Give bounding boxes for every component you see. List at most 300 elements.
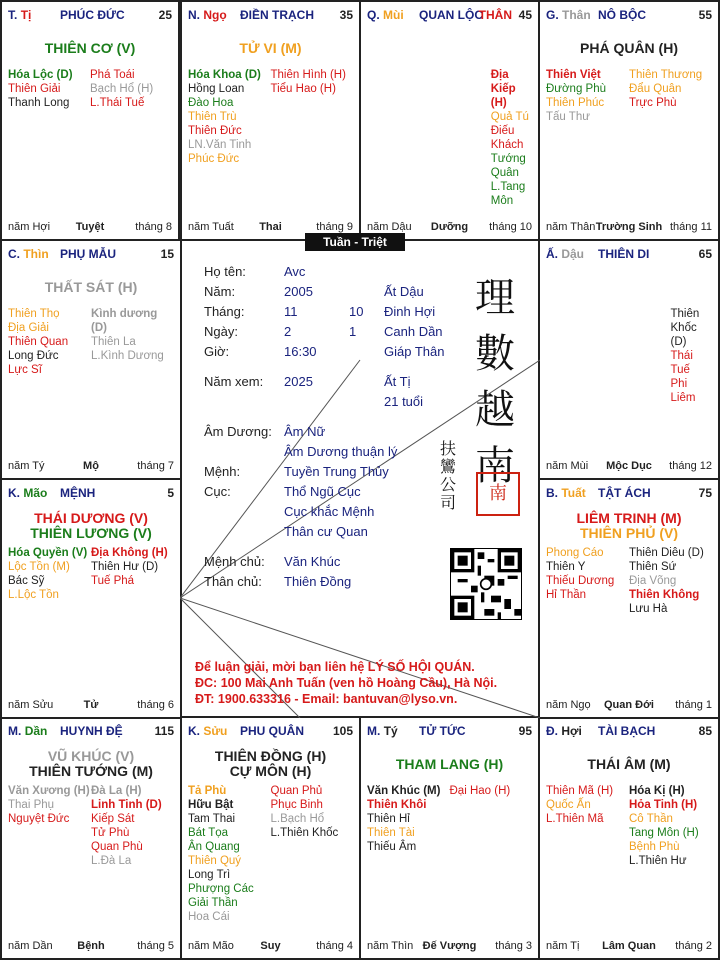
minor-star: Hữu Bật: [188, 799, 234, 811]
major-star: THIÊN LƯƠNG (V): [30, 525, 152, 541]
minor-star: Lưu Hà: [629, 603, 668, 615]
branch-prefix: B.: [546, 486, 558, 500]
minor-star: Thiên Diêu (D): [629, 547, 704, 559]
minor-star: LN.Văn Tinh: [188, 139, 252, 151]
palace-name: PHÚC ĐỨC: [60, 8, 125, 22]
menh-value: Tuyền Trung Thủy: [284, 464, 389, 479]
age-value: 21 tuổi: [384, 394, 424, 409]
year-can: Ất Dậu: [384, 284, 424, 299]
branch-prefix: C.: [8, 247, 20, 261]
palace-cell-mui[interactable]: [359, 0, 540, 241]
name-label: Họ tên:: [204, 264, 246, 279]
palace-footer: [546, 221, 712, 235]
hour-can: Giáp Thân: [384, 344, 445, 359]
footer-year: năm Thìn: [367, 940, 414, 952]
palace-cell-hoi[interactable]: [538, 716, 720, 960]
minor-star: Hóa Quyền (V): [8, 547, 88, 559]
footer-year: năm Mùi: [546, 460, 589, 472]
stars-column-right: [671, 307, 713, 405]
stars-column-left: [188, 68, 271, 166]
stars-column-right: [91, 784, 174, 868]
palace-cell-thin[interactable]: [0, 239, 182, 480]
branch-name: Hợi: [561, 724, 582, 738]
amduong-note: Âm Dương thuận lý: [284, 444, 398, 459]
palace-name: TỬ TỨC: [419, 724, 466, 738]
minor-star: Cô Thần: [629, 813, 673, 825]
palace-branch: [8, 486, 47, 500]
palace-footer: [8, 940, 174, 954]
footer-stage: Trường Sinh: [595, 221, 663, 233]
palace-branch: [188, 8, 227, 22]
palace-cell-mao[interactable]: [0, 478, 182, 719]
footer-year: năm Tị: [546, 940, 580, 952]
major-star: TỬ VI (M): [239, 40, 302, 56]
footer-month: tháng 3: [495, 940, 532, 952]
stars-column-left: [8, 546, 91, 602]
major-star: THAM LANG (H): [395, 756, 504, 772]
amduong-value: Âm Nữ: [284, 424, 326, 439]
minor-star: Thiên Trù: [188, 111, 237, 123]
palace-footer: [188, 940, 353, 954]
stars-column-right: [629, 68, 712, 124]
minor-stars: [8, 307, 174, 377]
palace-cell-than[interactable]: [538, 0, 720, 241]
minor-star: Phục Binh: [270, 799, 323, 811]
palace-number: 35: [339, 8, 353, 22]
footer-stage: Thai: [259, 221, 282, 233]
minor-stars: [546, 546, 712, 616]
minor-star: Thiên Sứ: [629, 561, 677, 573]
palace-branch: [367, 8, 404, 22]
major-star: VŨ KHÚC (V): [47, 748, 135, 764]
stars-column-right: [271, 784, 354, 924]
footer-stage: Đế Vượng: [422, 940, 477, 952]
minor-star: Long Trì: [188, 869, 231, 881]
palace-footer: [8, 699, 174, 713]
minor-star: Thái Tuế: [670, 350, 693, 376]
seal-small-char: 扶: [440, 439, 457, 458]
minor-star: Lộc Tồn (M): [8, 561, 70, 573]
palace-number: 5: [167, 486, 174, 500]
minor-star: Đào Hoa: [188, 97, 234, 109]
hour-label: Giờ:: [204, 344, 230, 359]
seal-char: 南: [475, 443, 515, 489]
minor-star: Địa Giải: [8, 322, 49, 334]
amduong-label: Âm Dương:: [204, 424, 272, 439]
seal-char: 數: [475, 331, 515, 377]
footer-month: tháng 9: [316, 221, 353, 233]
footer-year: năm Hợi: [8, 221, 51, 233]
minor-star: Thiên Việt: [546, 69, 601, 81]
palace-footer: [8, 221, 172, 235]
minor-star: Thiên Thương: [629, 69, 703, 81]
day-lunar: 1: [349, 324, 357, 339]
major-star: THẤT SÁT (H): [44, 279, 138, 295]
stars-column-right: [91, 546, 174, 602]
minor-star: Thiếu Âm: [367, 841, 417, 853]
day-label: Ngày:: [204, 324, 238, 339]
minor-star: Kiếp Sát: [91, 813, 135, 825]
minor-star: Bác Sỹ: [8, 575, 45, 587]
contact-line-1: Để luận giải, mời bạn liên hệ LÝ SỐ HỘI QUÁN.: [195, 660, 475, 674]
minor-star: Thiên La: [91, 336, 136, 348]
minor-star: Quốc Ấn: [546, 799, 591, 811]
footer-stage: Tuyệt: [75, 221, 105, 233]
cuc-value: Thổ Ngũ Cục: [284, 484, 361, 499]
minor-star: Bệnh Phù: [629, 841, 680, 853]
minor-star: Phong Cáo: [546, 547, 604, 559]
minor-star: Phi Liêm: [670, 378, 696, 404]
footer-stage: Suy: [260, 940, 281, 952]
palace-branch: [8, 247, 49, 261]
month-can: Đinh Hợi: [384, 304, 436, 319]
branch-name: Tý: [383, 724, 398, 738]
branch-name: Dậu: [561, 247, 585, 261]
stars-column-left: [8, 307, 91, 377]
thanchu-value: Thiên Đồng: [284, 574, 352, 589]
palace-number: 105: [332, 724, 353, 738]
minor-star: Thiên Khôi: [367, 799, 427, 811]
minor-star: Tử Phù: [91, 827, 130, 839]
footer-year: năm Thân: [546, 221, 596, 233]
cuc-note: Cục khắc Mệnh: [284, 504, 375, 519]
palace-branch: [546, 247, 584, 261]
minor-star: Thai Phụ: [8, 799, 55, 811]
palace-number: 115: [154, 724, 174, 738]
major-star: LIÊM TRINH (M): [576, 510, 682, 526]
seal-small-char: 公: [440, 475, 457, 494]
minor-stars: [367, 784, 532, 854]
minor-star: Tang Môn (H): [629, 827, 699, 839]
minor-star: L.Thiên Khốc: [270, 827, 339, 839]
palace-cell-ty[interactable]: [359, 716, 540, 960]
stars-column-right: [91, 307, 174, 377]
minor-star: Hỏa Tinh (H): [629, 799, 698, 811]
minor-star: Long Đức: [8, 350, 59, 362]
minor-star: Quan Phủ: [270, 785, 323, 797]
minor-star: Thiên Hỉ: [367, 813, 410, 825]
minor-stars: [188, 784, 353, 924]
footer-year: năm Ngọ: [546, 699, 591, 711]
footer-month: tháng 10: [489, 221, 532, 233]
branch-prefix: M.: [8, 724, 22, 738]
branch-name: Mùi: [383, 8, 404, 22]
palace-footer: [546, 460, 712, 474]
minor-star: Đại Hao (H): [449, 785, 511, 797]
minor-star: Đà La (H): [91, 785, 142, 797]
view-year-can: Ất Tị: [384, 374, 411, 389]
branch-name: Sửu: [203, 724, 228, 738]
minor-stars: [188, 68, 353, 166]
branch-prefix: T.: [8, 8, 18, 22]
minor-star: L.Kình Dương: [91, 350, 164, 362]
minor-star: L.Lộc Tồn: [8, 589, 59, 601]
minor-stars: [546, 68, 712, 124]
seal-small-char: 司: [440, 493, 457, 512]
footer-stage: Bệnh: [77, 940, 105, 952]
palace-name: MỆNH: [60, 486, 96, 500]
footer-month: tháng 7: [137, 460, 174, 472]
minor-star: Đường Phù: [546, 83, 606, 95]
tuan-triet-label: Tuần - Triệt: [305, 233, 405, 251]
seal-small-char: 鸞: [440, 457, 457, 476]
minor-star: Thanh Long: [8, 97, 70, 109]
thanchu-label: Thân chủ:: [204, 574, 262, 589]
stars-column-left: [367, 784, 450, 854]
footer-year: năm Dần: [8, 940, 53, 952]
stars-column-right: [271, 68, 354, 166]
minor-star: Thiên Thọ: [8, 308, 60, 320]
stars-column-right: [629, 546, 712, 616]
month-label: Tháng:: [204, 304, 245, 319]
minor-star: Lực Sĩ: [8, 364, 42, 376]
minor-star: Thiên Mã (H): [546, 785, 614, 797]
than-cu-note: Thân cư Quan: [284, 524, 368, 539]
palace-number: 95: [518, 724, 532, 738]
minor-star: Thiên Quý: [188, 855, 242, 867]
minor-star: Ân Quang: [188, 841, 240, 853]
seal-calligraphy: [470, 270, 520, 494]
minor-star: Văn Khúc (M): [367, 785, 441, 797]
branch-name: Thìn: [23, 247, 49, 261]
major-star: THIÊN PHỦ (V): [580, 525, 678, 541]
branch-prefix: K.: [8, 486, 20, 500]
branch-name: Mão: [23, 486, 48, 500]
minor-star: Thiên Quan: [8, 336, 69, 348]
minor-star: Quả Tú: [490, 111, 529, 123]
menh-label: Mệnh:: [204, 464, 241, 479]
stars-column-right: [629, 784, 712, 868]
minor-star: Nguyệt Đức: [8, 813, 70, 825]
major-star: THÁI DƯƠNG (V): [34, 510, 148, 526]
stars-column-left: [546, 784, 629, 868]
footer-stage: Tử: [83, 699, 99, 711]
menhchu-value: Văn Khúc: [284, 554, 341, 569]
major-star: THIÊN ĐỒNG (H): [214, 748, 327, 764]
branch-prefix: K.: [188, 724, 200, 738]
minor-star: Địa Không (H): [91, 547, 168, 559]
minor-star: Tả Phù: [188, 785, 227, 797]
minor-star: Hóa Kị (H): [629, 785, 685, 797]
palace-number: 65: [698, 247, 712, 261]
palace-name: TẬT ÁCH: [598, 486, 651, 500]
palace-name: QUAN LỘC: [419, 8, 483, 22]
branch-prefix: Đ.: [546, 724, 558, 738]
palace-number: 75: [698, 486, 712, 500]
cuc-label: Cục:: [204, 484, 231, 499]
footer-stage: Mộc Dục: [606, 460, 652, 472]
seal-char: 越: [475, 387, 515, 433]
major-star: CỰ MÔN (H): [229, 763, 312, 779]
palace-cell-dan[interactable]: [0, 716, 182, 960]
name-value: Avc: [284, 264, 306, 279]
view-year-value: 2025: [284, 374, 313, 389]
minor-star: Thiên Phúc: [546, 97, 605, 109]
palace-branch: [546, 8, 591, 22]
minor-star: Hỉ Thần: [546, 589, 587, 601]
minor-star: L.Thái Tuế: [90, 97, 145, 109]
stars-column-left: [546, 68, 629, 124]
minor-star: Bạch Hổ (H): [90, 83, 154, 95]
minor-star: Phúc Đức: [188, 153, 240, 165]
branch-prefix: Ấ.: [546, 247, 558, 261]
palace-number: 55: [698, 8, 712, 22]
palace-number: 25: [158, 8, 172, 22]
minor-star: Hóa Lộc (D): [8, 69, 73, 81]
palace-footer: [546, 699, 712, 713]
branch-name: Tuất: [561, 486, 586, 500]
palace-cell-tuat[interactable]: [538, 478, 720, 719]
minor-stars: [8, 68, 172, 110]
palace-name: HUYNH ĐỆ: [60, 724, 123, 738]
palace-cell-suu[interactable]: [180, 716, 361, 960]
minor-star: Tiểu Hao (H): [270, 83, 336, 95]
minor-star: L.Đà La: [91, 855, 132, 867]
menhchu-label: Mệnh chủ:: [204, 554, 265, 569]
footer-month: tháng 8: [135, 221, 172, 233]
minor-star: Hoa Cái: [188, 911, 230, 923]
month-value: 11: [284, 304, 298, 319]
palace-branch: [367, 724, 398, 738]
day-value: 2: [284, 324, 292, 339]
contact-line-2: ĐC: 100 Mai Anh Tuấn (ven hồ Hoàng Cầu), Hà Nội.: [195, 676, 498, 690]
minor-stars: [546, 307, 712, 405]
footer-stage: Lâm Quan: [602, 940, 656, 952]
hour-value: 16:30: [284, 344, 317, 359]
stars-column-right: [491, 68, 532, 208]
year-label: Năm:: [204, 284, 236, 299]
qr-code[interactable]: [450, 548, 522, 620]
minor-star: Thiên Đức: [188, 125, 242, 137]
palace-number: 85: [698, 724, 712, 738]
minor-star: Thiên Tài: [367, 827, 415, 839]
footer-year: năm Dậu: [367, 221, 412, 233]
stars-column-left: [546, 546, 629, 616]
branch-prefix: Q.: [367, 8, 380, 22]
minor-star: Tướng Quân: [490, 153, 526, 179]
minor-stars: [8, 784, 174, 868]
minor-star: Quan Phù: [91, 841, 143, 853]
minor-star: Văn Xương (H): [8, 785, 90, 797]
minor-star: Kình dương (D): [91, 308, 158, 334]
palace-name: ĐIỀN TRẠCH: [240, 8, 314, 22]
major-star: THIÊN CƠ (V): [44, 40, 136, 56]
footer-month: tháng 5: [137, 940, 174, 952]
branch-prefix: M.: [367, 724, 381, 738]
footer-month: tháng 6: [137, 699, 174, 711]
minor-star: Trực Phù: [629, 97, 677, 109]
stars-column-right: [450, 784, 533, 854]
minor-star: Thiên Y: [546, 561, 586, 573]
footer-month: tháng 11: [669, 221, 712, 233]
seal-small-text: [440, 440, 460, 512]
major-star: THÁI ÂM (M): [587, 756, 671, 772]
minor-star: L.Thiên Mã: [546, 813, 604, 825]
minor-star: Thiên Không: [629, 589, 700, 601]
branch-prefix: N.: [188, 8, 200, 22]
palace-branch: [188, 724, 227, 738]
minor-star: Thiên Hình (H): [270, 69, 346, 81]
minor-star: Tấu Thư: [546, 111, 590, 123]
footer-stage: Dưỡng: [430, 221, 469, 233]
palace-name: NÔ BỘC: [598, 8, 646, 22]
footer-month: tháng 2: [675, 940, 712, 952]
palace-name: THIÊN DI: [598, 247, 650, 261]
stars-column-left: [546, 307, 588, 405]
branch-name: Tị: [20, 8, 32, 22]
branch-name: Ngọ: [203, 8, 227, 22]
palace-name: PHỤ MẪU: [60, 247, 116, 261]
palace-branch: [546, 486, 586, 500]
red-stamp: 南: [476, 472, 520, 516]
footer-year: năm Sửu: [8, 699, 54, 711]
stars-column-left: [8, 784, 91, 868]
year-value: 2005: [284, 284, 313, 299]
footer-month: tháng 4: [316, 940, 353, 952]
palace-cell-dau[interactable]: [538, 239, 720, 480]
footer-stage: Mộ: [83, 460, 99, 472]
minor-star: Hồng Loan: [188, 83, 245, 95]
major-star: PHÁ QUÂN (H): [580, 40, 678, 56]
minor-star: Thiên Khốc (D): [670, 308, 700, 348]
palace-footer: [546, 940, 712, 954]
minor-star: Tuế Phá: [91, 575, 135, 587]
minor-star: Đẩu Quân: [629, 83, 682, 95]
minor-star: Thiếu Dương: [546, 575, 615, 587]
minor-stars: [546, 784, 712, 868]
footer-year: năm Tuất: [188, 221, 234, 233]
minor-star: L.Tang Môn: [490, 181, 526, 207]
footer-year: năm Mão: [188, 940, 234, 952]
minor-star: Giải Thần: [188, 897, 238, 909]
branch-name: Dần: [24, 724, 48, 738]
palace-name: PHU QUÂN: [240, 724, 305, 738]
minor-star: Hóa Khoa (D): [188, 69, 261, 81]
branch-prefix: G.: [546, 8, 559, 22]
stars-column-left: [8, 68, 90, 110]
minor-star: Điếu Khách: [490, 125, 524, 151]
major-star: THIÊN TƯỚNG (M): [29, 763, 153, 779]
branch-name: Thân: [562, 8, 591, 22]
minor-stars: [8, 546, 174, 602]
footer-month: tháng 12: [669, 460, 712, 472]
palace-branch: [8, 8, 31, 22]
palace-footer: [8, 460, 174, 474]
stars-column-left: [188, 784, 271, 924]
minor-star: Tam Thai: [188, 813, 236, 825]
minor-star: Phá Toái: [90, 69, 135, 81]
footer-year: năm Tý: [8, 460, 45, 472]
minor-star: Thiên Hư (D): [91, 561, 159, 573]
minor-star: Thiên Giải: [8, 83, 61, 95]
palace-cell-ngo[interactable]: [180, 0, 361, 241]
seal-char: 理: [475, 275, 515, 321]
contact-line-3: ĐT: 1900.633316 - Email: bantuvan@lyso.vn.: [195, 692, 458, 706]
stars-column-left: [367, 68, 408, 208]
palace-branch: [8, 724, 47, 738]
day-can: Canh Dần: [384, 324, 443, 339]
minor-star: Phượng Các: [188, 883, 254, 895]
footer-month: tháng 1: [675, 699, 712, 711]
palace-footer: [367, 940, 532, 954]
minor-star: Địa Võng: [629, 575, 677, 587]
than-marker: THÂN: [478, 8, 512, 22]
month-lunar: 10: [349, 304, 364, 319]
minor-star: Địa Kiếp (H): [490, 69, 516, 109]
palace-branch: [546, 724, 582, 738]
minor-star: L.Bạch Hổ: [270, 813, 325, 825]
palace-cell-ti[interactable]: [0, 0, 180, 241]
